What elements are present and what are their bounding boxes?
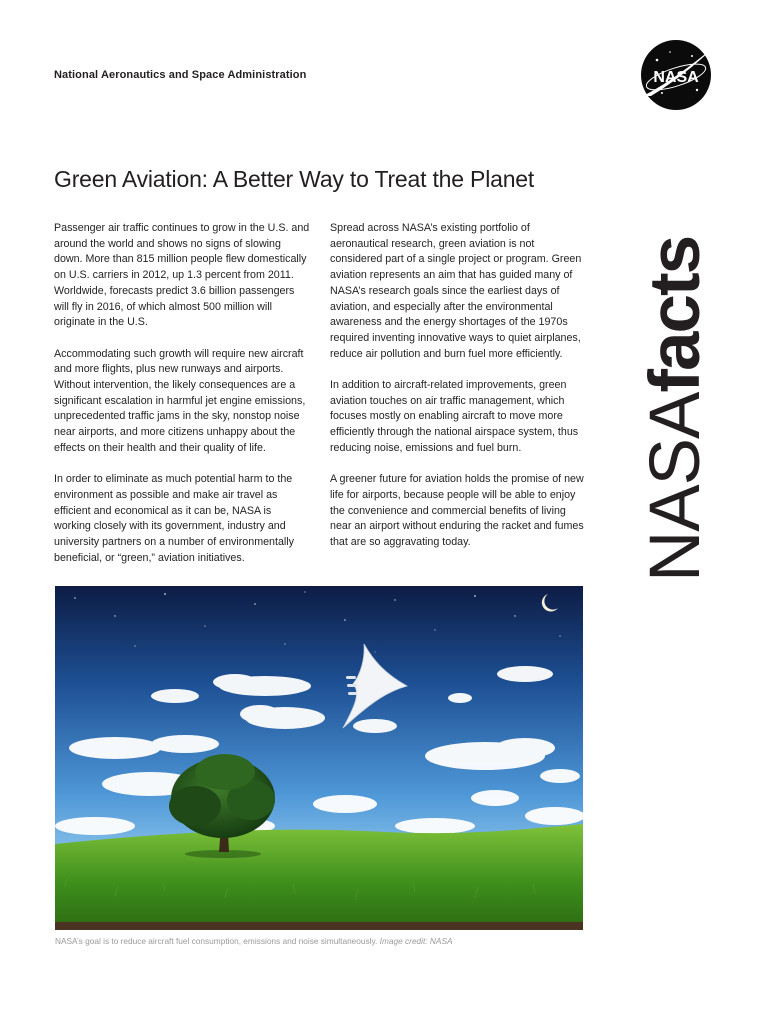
logo-star (661, 92, 663, 94)
paragraph: Spread across NASA’s existing portfolio of aeronautical research, green aviation is not considered part of a single project or program. Green aviation represents an aim that has guided many of NASA’s research goals since the earliest days of aviation, and especially after the environmental awareness and the energy shortages of the 1970s required inventing innovative ways to quiet airplanes, reduce air pollution and burn fuel more efficiently. (330, 222, 582, 360)
paragraph: Accommodating such growth will require new aircraft and more flights, plus new runways and airports. Without intervention, the likely consequences are a significant escalation in harmful jet engine emissions, unprecedented traffic jams in the sky, nonstop noise near airports, and more citizens unhappy about the effects on their health and their quality of life. (54, 347, 306, 454)
green-aviation-illustration (55, 586, 583, 930)
wordmark-nasa: NASA (636, 392, 715, 582)
paragraph: A greener future for aviation holds the promise of new life for airports, because people will be able to enjoy the convenience and commercial benefits of living near an airport without enduring the racket and fumes that are so aggravating today. (330, 473, 584, 549)
paragraph: In addition to aircraft-related improvements, green aviation touches on air traffic management, which focuses mostly on enabling aircraft to move more efficiently through the national airspace system, thus reducing noise, emissions and fuel burn. (330, 379, 579, 454)
logo-star (696, 89, 698, 91)
logo-star (669, 51, 671, 53)
agency-name: National Aeronautics and Space Administration (54, 69, 307, 81)
page-title: Green Aviation: A Better Way to Treat the Planet (54, 166, 535, 192)
image-credit: Image credit: NASA (379, 936, 453, 946)
nasa-facts-wordmark (636, 236, 715, 582)
logo-star (656, 59, 659, 62)
caption-text: NASA’s goal is to reduce aircraft fuel consumption, emissions and noise simultaneously. (55, 936, 380, 946)
nasa-meatball-logo (637, 38, 719, 112)
paragraph: In order to eliminate as much potential harm to the environment as possible and make air travel as efficient and economical as it can be, NASA is working closely with its government, industry and university partners on a number of environmentally beneficial, or “green,” aviation initiatives. (54, 473, 294, 564)
wordmark-facts: facts (636, 236, 715, 393)
soil-strip (55, 922, 583, 930)
grassy-hill (55, 824, 583, 930)
logo-star (691, 55, 693, 57)
body-column-right (330, 221, 586, 566)
image-caption (55, 936, 595, 946)
body-column-left (54, 221, 310, 582)
paragraph: Passenger air traffic continues to grow in the U.S. and around the world and shows no signs of slowing down. More than 815 million people flew domestically on U.S. carriers in 2012, up 1.3 percent from 2011. Worldwide, forecasts predict 3.6 billion passengers will fly in 2016, of which almost 500 million will originate in the U.S. (54, 222, 310, 329)
logo-wordmark: NASA (653, 69, 699, 86)
